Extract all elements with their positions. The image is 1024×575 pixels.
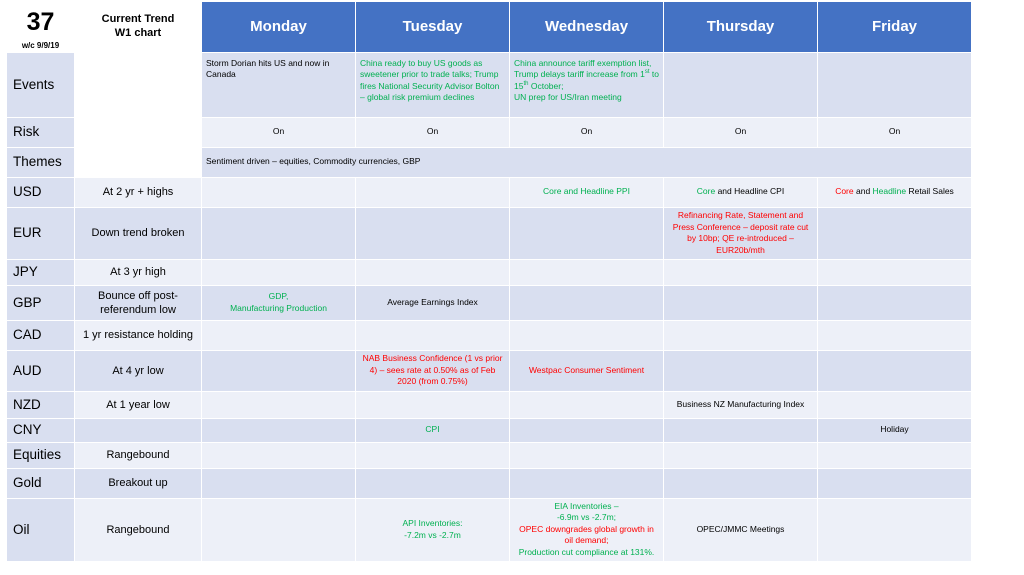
events-thursday [664, 52, 818, 117]
trend-title-line1: Current Trend [101, 13, 175, 25]
row-label-eur: EUR [7, 207, 75, 259]
usd-friday [818, 177, 972, 207]
row-label-oil: Oil [7, 498, 75, 561]
cny-trend [75, 418, 202, 442]
row-label-aud: AUD [7, 350, 75, 391]
cny-tuesday: CPI [356, 418, 510, 442]
usd-thursday-core: Core [696, 186, 716, 197]
week-number: 37 [26, 8, 55, 36]
jpy-trend: At 3 yr high [75, 259, 202, 285]
events-wednesday-text4: UN prep for US/Iran meeting [514, 92, 622, 102]
cny-wednesday [510, 418, 664, 442]
oil-tuesday [356, 498, 510, 561]
row-label-gold: Gold [7, 468, 75, 498]
oil-wednesday-line2: -6.9m vs -2.7m; [556, 512, 617, 523]
jpy-wednesday [510, 259, 664, 285]
nzd-wednesday [510, 391, 664, 418]
equities-tuesday [356, 442, 510, 468]
day-header-wednesday: Wednesday [510, 2, 664, 53]
gold-monday [202, 468, 356, 498]
row-label-events: Events [7, 52, 75, 117]
nzd-tuesday [356, 391, 510, 418]
aud-wednesday: Westpac Consumer Sentiment [510, 350, 664, 391]
eur-thursday: Refinancing Rate, Statement and Press Conference – deposit rate cut by 10bp; QE re-introduced – EUR20b/mth [664, 207, 818, 259]
gold-trend: Breakout up [75, 468, 202, 498]
cad-monday [202, 320, 356, 350]
risk-wednesday: On [510, 117, 664, 147]
aud-tuesday: NAB Business Confidence (1 vs prior 4) – sees rate at 0.50% as of Feb 2020 (from 0.75%) [356, 350, 510, 391]
row-label-cad: CAD [7, 320, 75, 350]
gbp-friday [818, 285, 972, 320]
eur-tuesday [356, 207, 510, 259]
usd-friday-core: Core [835, 186, 854, 197]
aud-thursday [664, 350, 818, 391]
cny-monday [202, 418, 356, 442]
trend-title-line2: W1 chart [114, 27, 162, 39]
events-wednesday-text2: to 15 [514, 69, 659, 91]
row-label-equities: Equities [7, 442, 75, 468]
gold-thursday [664, 468, 818, 498]
cny-friday: Holiday [818, 418, 972, 442]
aud-monday [202, 350, 356, 391]
cad-friday [818, 320, 972, 350]
events-friday [818, 52, 972, 117]
risk-tuesday: On [356, 117, 510, 147]
day-header-friday: Friday [818, 2, 972, 53]
oil-wednesday-line4: Production cut compliance at 131%. [518, 546, 655, 557]
nzd-trend: At 1 year low [75, 391, 202, 418]
row-label-jpy: JPY [7, 259, 75, 285]
gbp-row [7, 285, 972, 320]
equities-friday [818, 442, 972, 468]
header-row [7, 2, 972, 53]
cny-row [7, 418, 972, 442]
themes-row [7, 147, 972, 177]
gbp-thursday [664, 285, 818, 320]
eur-trend: Down trend broken [75, 207, 202, 259]
gbp-trend: Bounce off post-referendum low [75, 285, 202, 320]
events-wednesday-text1: China announce tariff exemption list, Trump delays tariff increase from 1 [514, 57, 652, 79]
gbp-wednesday [510, 285, 664, 320]
row-label-usd: USD [7, 177, 75, 207]
events-wednesday [510, 52, 664, 117]
events-monday: Storm Dorian hits US and now in Canada [202, 52, 356, 117]
gbp-monday-line2: Manufacturing Production [230, 302, 327, 313]
usd-thursday-rest: and Headline CPI [715, 186, 785, 197]
cad-trend: 1 yr resistance holding [75, 320, 202, 350]
current-trend-header [75, 2, 202, 53]
oil-friday [818, 498, 972, 561]
risk-thursday: On [664, 117, 818, 147]
gold-tuesday [356, 468, 510, 498]
cad-wednesday [510, 320, 664, 350]
row-label-risk: Risk [7, 117, 75, 147]
aud-trend: At 4 yr low [75, 350, 202, 391]
themes-text: Sentiment driven – equities, Commodity currencies, GBP [202, 147, 972, 177]
usd-monday [202, 177, 356, 207]
oil-tuesday-line2: -7.2m vs -2.7m [404, 529, 461, 540]
events-wednesday-sup1: st [644, 69, 650, 76]
usd-friday-headline: Headline [872, 186, 907, 197]
day-header-thursday: Thursday [664, 2, 818, 53]
cad-tuesday [356, 320, 510, 350]
oil-monday [202, 498, 356, 561]
risk-row [7, 117, 972, 147]
events-trend-cell [75, 52, 202, 117]
row-label-cny: CNY [7, 418, 75, 442]
jpy-friday [818, 259, 972, 285]
risk-monday: On [202, 117, 356, 147]
week-date: w/c 9/9/19 [21, 41, 60, 50]
day-header-monday: Monday [202, 2, 356, 53]
usd-wednesday: Core and Headline PPI [510, 177, 664, 207]
usd-row [7, 177, 972, 207]
equities-row [7, 442, 972, 468]
gbp-monday-line1: GDP, [268, 291, 289, 301]
jpy-row [7, 259, 972, 285]
events-row [7, 52, 972, 117]
oil-wednesday [510, 498, 664, 561]
jpy-tuesday [356, 259, 510, 285]
gbp-tuesday: Average Earnings Index [356, 285, 510, 320]
equities-monday [202, 442, 356, 468]
oil-row [7, 498, 972, 561]
eur-row [7, 207, 972, 259]
gbp-monday [202, 285, 356, 320]
row-label-nzd: NZD [7, 391, 75, 418]
usd-trend: At 2 yr + highs [75, 177, 202, 207]
cad-row [7, 320, 972, 350]
aud-row [7, 350, 972, 391]
cny-thursday [664, 418, 818, 442]
usd-friday-and: and [853, 186, 873, 197]
oil-thursday: OPEC/JMMC Meetings [664, 498, 818, 561]
usd-thursday [664, 177, 818, 207]
events-wednesday-sup2: th [523, 80, 529, 87]
weekly-calendar-table [6, 1, 972, 562]
events-wednesday-text3: October; [528, 80, 564, 91]
nzd-row [7, 391, 972, 418]
equities-thursday [664, 442, 818, 468]
gold-friday [818, 468, 972, 498]
usd-tuesday [356, 177, 510, 207]
aud-friday [818, 350, 972, 391]
jpy-monday [202, 259, 356, 285]
eur-friday [818, 207, 972, 259]
cad-thursday [664, 320, 818, 350]
usd-friday-rest: Retail Sales [906, 186, 954, 197]
eur-wednesday [510, 207, 664, 259]
themes-trend-cell [75, 147, 202, 177]
nzd-monday [202, 391, 356, 418]
row-label-themes: Themes [7, 147, 75, 177]
equities-trend: Rangebound [75, 442, 202, 468]
week-cell [7, 2, 75, 53]
nzd-friday [818, 391, 972, 418]
oil-wednesday-line3: OPEC downgrades global growth in oil demand; [519, 523, 654, 546]
equities-wednesday [510, 442, 664, 468]
gold-wednesday [510, 468, 664, 498]
risk-friday: On [818, 117, 972, 147]
risk-trend-cell [75, 117, 202, 147]
oil-wednesday-line1: EIA Inventories – [554, 500, 619, 511]
nzd-thursday: Business NZ Manufacturing Index [664, 391, 818, 418]
gold-row [7, 468, 972, 498]
oil-trend: Rangebound [75, 498, 202, 561]
day-header-tuesday: Tuesday [356, 2, 510, 53]
eur-monday [202, 207, 356, 259]
jpy-thursday [664, 259, 818, 285]
row-label-gbp: GBP [7, 285, 75, 320]
oil-tuesday-line1: API Inventories: [402, 518, 463, 528]
events-tuesday: China ready to buy US goods as sweetener prior to trade talks; Trump fires National Security Advisor Bolton – global risk premium declines [356, 52, 510, 117]
